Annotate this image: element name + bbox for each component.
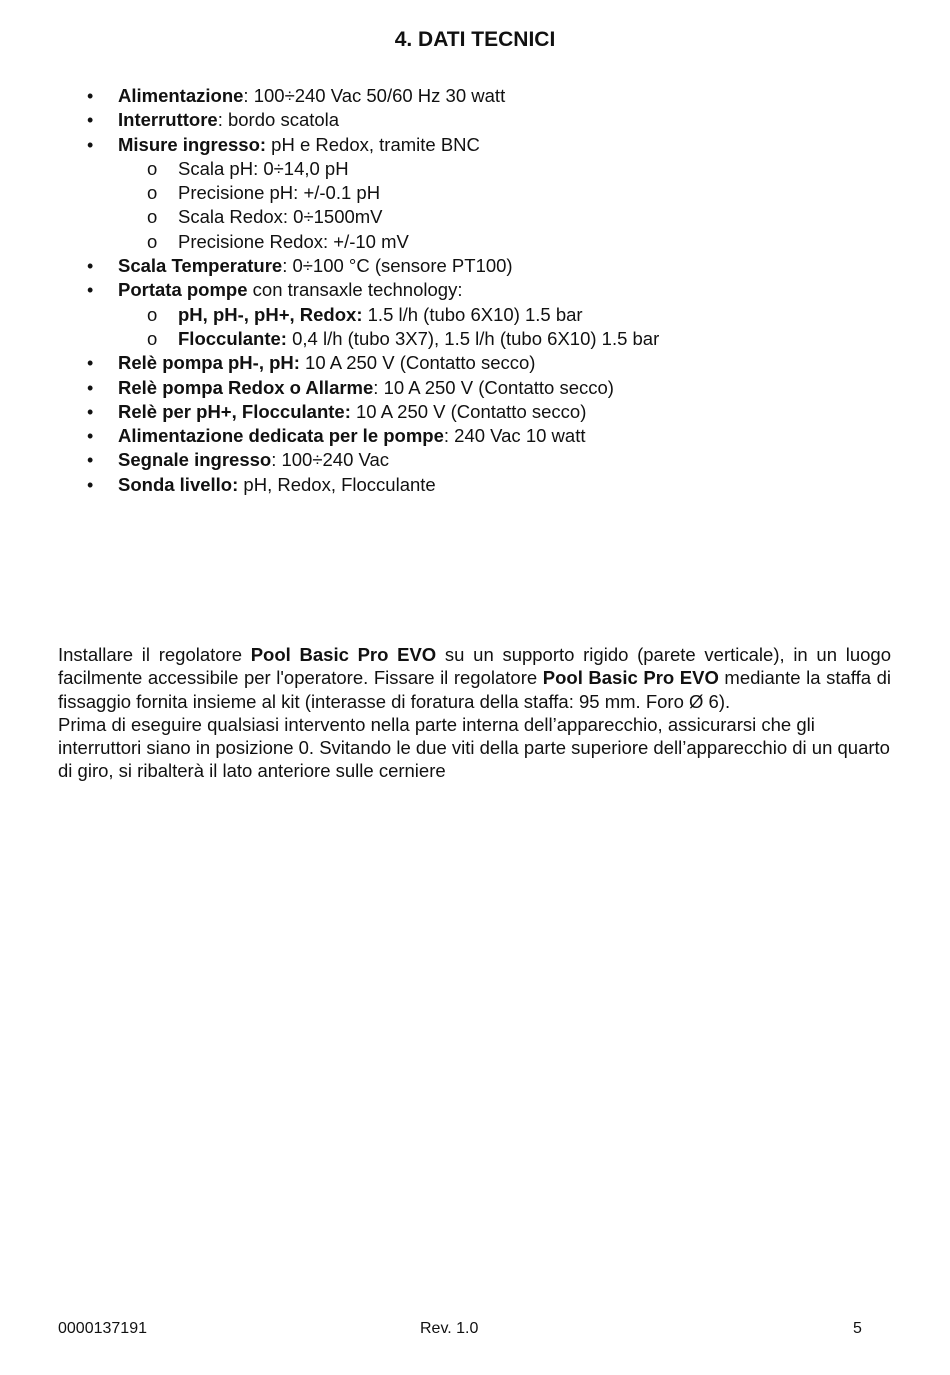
spec-value: : 10 A 250 V (Contatto secco) [373, 376, 614, 398]
bullet-marker: • [87, 474, 94, 495]
spec-value: : 100÷240 Vac [271, 449, 390, 471]
spec-label: Alimentazione [118, 85, 244, 106]
page-number: 5 [853, 1320, 862, 1337]
spec-subitem [0, 303, 950, 327]
spec-label: Alimentazione dedicata per le pompe [118, 425, 444, 447]
section-title: 4. DATI TECNICI [394, 28, 556, 51]
bullet-marker: • [87, 256, 94, 277]
spec-value: 10 A 250 V (Contatto secco) [350, 400, 587, 422]
spec-value: : 100÷240 Vac 50/60 Hz 30 watt [243, 85, 506, 106]
spec-label: Sonda livello: [118, 473, 239, 495]
page-footer [0, 1318, 950, 1340]
spec-item [0, 133, 950, 157]
spec-label: Misure ingresso: [118, 133, 267, 155]
spec-item [0, 424, 950, 448]
spec-value: : bordo scatola [217, 109, 340, 131]
spec-value: 1.5 l/h (tubo 6X10) 1.5 bar [362, 303, 583, 325]
spec-label: Relè pompa pH-, pH: [118, 352, 300, 374]
spec-item [0, 351, 950, 375]
document-number: 0000137191 [58, 1320, 147, 1337]
spec-value: pH e Redox, tramite BNC [266, 133, 480, 155]
safety-paragraph: Prima di eseguire qualsiasi intervento nella parte interna dell’apparecchio, assicurarsi che gli interruttori siano in posizione 0. Svitando le due viti della parte superiore dell’apparecchio di un quarto di giro, si ribalterà il lato anteriore sulle cerniere [58, 713, 890, 782]
spec-item [0, 278, 950, 302]
sub-bullet-marker: o [147, 182, 158, 204]
bullet-marker: • [87, 110, 94, 131]
spec-item [0, 400, 950, 424]
paragraph-text: mediante la staffa di fissaggio fornita insieme al kit (interasse di foratura della staffa: 95 mm. Foro Ø 6). [58, 667, 891, 712]
spec-label: Interruttore [118, 109, 218, 131]
spec-item [0, 254, 950, 278]
spec-value: Precisione Redox: +/-10 mV [178, 230, 409, 252]
spec-label: Relè pompa Redox o Allarme [118, 376, 374, 398]
spec-value: : 0÷100 °C (sensore PT100) [282, 255, 513, 277]
spec-item [0, 84, 950, 108]
spec-item [0, 108, 950, 132]
bullet-marker: • [87, 426, 94, 447]
spec-label: Flocculante: [178, 327, 287, 349]
spec-label: Segnale ingresso [118, 449, 272, 471]
spec-subitem [0, 230, 950, 254]
spec-subitem [0, 327, 950, 351]
spec-value: Scala pH: 0÷14,0 pH [178, 157, 349, 179]
spec-value: con transaxle technology: [247, 279, 463, 301]
spec-label: Portata pompe [118, 279, 248, 301]
installation-text [58, 643, 891, 783]
revision-label: Rev. 1.0 [420, 1320, 479, 1337]
spec-item [0, 448, 950, 472]
spec-subitem [0, 205, 950, 229]
spec-item [0, 473, 950, 497]
sub-bullet-marker: o [147, 206, 158, 228]
spec-item [0, 376, 950, 400]
paragraph-text: Installare il regolatore [58, 644, 251, 665]
spec-subitem [0, 181, 950, 205]
bullet-marker: • [87, 280, 94, 301]
bullet-marker: • [87, 353, 94, 374]
installation-paragraph [58, 643, 891, 713]
spec-value: Scala Redox: 0÷1500mV [178, 206, 383, 228]
spec-value: Precisione pH: +/-0.1 pH [178, 182, 381, 204]
spec-value: pH, Redox, Flocculante [238, 473, 436, 495]
bullet-marker: • [87, 450, 94, 471]
paragraph-text: su un supporto rigido (parete verticale), in un luogo facilmente accessibile per l'operatore. Fissare il regolatore [58, 644, 891, 689]
spec-label: pH, pH-, pH+, Redox: [178, 303, 363, 325]
sub-bullet-marker: o [147, 303, 158, 325]
product-name: Pool Basic Pro EVO [542, 667, 719, 689]
sub-bullet-marker: o [147, 157, 158, 179]
spec-value: : 240 Vac 10 watt [443, 425, 586, 447]
sub-bullet-marker: o [147, 327, 158, 349]
bullet-marker: • [87, 86, 94, 106]
bullet-marker: • [87, 134, 94, 155]
spec-label: Scala Temperature [118, 255, 283, 277]
sub-bullet-marker: o [147, 230, 158, 252]
spec-list [0, 84, 950, 497]
spec-value: 10 A 250 V (Contatto secco) [299, 352, 536, 374]
bullet-marker: • [87, 377, 94, 398]
bullet-marker: • [87, 401, 94, 422]
spec-value: 0,4 l/h (tubo 3X7), 1.5 l/h (tubo 6X10) 1.5 bar [286, 327, 660, 349]
product-name: Pool Basic Pro EVO [250, 644, 437, 665]
spec-subitem [0, 157, 950, 181]
spec-label: Relè per pH+, Flocculante: [118, 400, 351, 422]
